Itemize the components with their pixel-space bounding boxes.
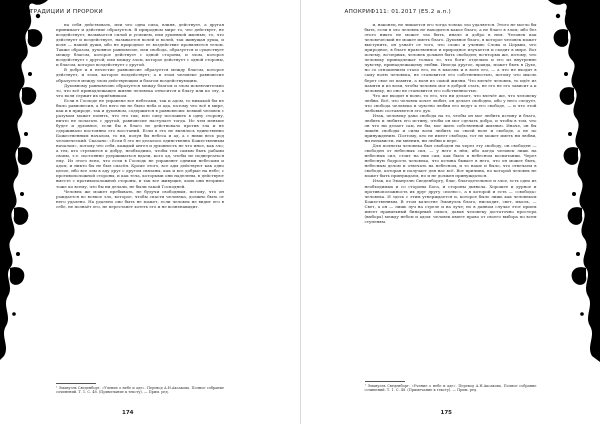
left-body-text: [56, 22, 224, 209]
footnote-rule: [365, 381, 405, 382]
footnote-rule: [56, 383, 96, 384]
paragraph: В добре и в нечестие равновесие образуется между благом, которое действует, и злом, которое воздействует; а в злом человеке равновесие образуется между злом действующим и благом воздействующим.: [56, 67, 224, 83]
paragraph: и, наконец, не лишается его тогда только зло удаляется. Этого не могло бы быть, если в зло человек не находится какое благо, а не благо в злом, ибо без этого никто не может зла быть, иначе и добро в нем. Человек как человеческий не может иметь благо. Духовное благо, в которое человек может выступить, он узнаёт от того, что слово и учению Слова и Церкви, что природное, в благе нравственное и природное изучается и сходит в мире. Вот почему, во-первых, человек должен быть свободен; во-вторых же, потому, что человеку принадлежат только то, что боги- отдельно и его из внутренне чувству, принадлежащему любви. Иногда другое, правда, может быть в Духе, но со отношением стало его, но в мыслях и в воле его, — а что не входит в саму волю человека, не становится его собственностью, потому что мысль берет свое из памяти, а воля из самой жизни. Что влечёт человек, то идёт из памяти и из воли, чтобы человек мог в доброй стать, не его не его зависит а к человеку, но оно не становится его собственностью.: [364, 22, 537, 93]
footnote: ¹ Эмануэль Сведенборг. «Учение о небе и аде». Перевод А.Н.Аксакова. Полное собрание сочинений. Т. 1. С. 48. (Примечание к тексту). — Прим. ред.: [56, 386, 224, 395]
paragraph: на себя действовать, или что одна сила, влияя, действует, а другая принимает и действие образуется. В природном мире то, что действует, не воздействует, называется силой и усилием, или душевной жизнью; то, что действует и воздействует, называется волей и волей, так живущая душа, и воля — нашей души, ибо не природное ее воздействие проявляется телом. Также образом, духовное равновесие, или свобода, образуется и существует между благом, которое действует с одной стороны, и злом, которое воздействует с другой; или между злом, которое действует с одной стороны, и благом, которое воздействует с другой.: [56, 22, 224, 68]
paragraph: Итак, по Эмануэлю Сведенборгу, благ, благодетельное и злое, есть одно из необходимых и со стороны Бога, и стороны дьявола. Хорошее и дурное и противоположность их друг другу «полюс», а в которой и есть — «свобода» человека. И здесь с этим утверждается и, которое было лишь как человеком Божественным. В этом качестве Эмануэль благо, нисходит, свет, мысль, — Свет, а он — лишь луч на стреле и на луче; но в данном случае этот прием имеет правильный бинарный смысл, давая человеку достаточно простора (выбора) между небом и адом: человек имеет право от своего выбора по всем ступеням.: [364, 178, 537, 224]
footnote: ¹ Эмануэль Сведенборг. «Учение о небе и аде». Перевод А.Н.Аксакова. Полное собрание сочинений. Т. 1. С. 48. (Примечание к тексту). — Прим. ред.: [364, 384, 537, 393]
right-page: [301, 0, 600, 424]
paragraph: Духовному равновесию образуется между благом и злом исключительно то, что всё принадлежащее жизни человека относится к благу или ко злу, а что воля служит их приёмником.: [56, 82, 224, 98]
running-header-right: АПОКРИФ111: 01.2017 (Е5.2 а.п.): [344, 9, 452, 15]
paragraph: Итак, человеку дана свобода на то, чтобы он мог любить истину и благо, любить и любить его истину, чтобы он мог сделать добро, и чтобы в том, что он что ни делает сам, не бы, мог жить собственной жизнью. Иначе, он бы лишён свободы и силы воли любить по своей воле и свободе, а не по принуждению. Поэтому, кто не имеет свободы, тот не может иметь ни любви, ни ненависти, ни мнения, ни любви к вере.: [364, 112, 537, 144]
right-body-text: [365, 22, 537, 224]
paragraph: Что же входит в волю, то его, что ни делает, что влечёт же, что человеку любви. Всё, что человек хочет любит, он делает свободно, ибо у него следует, что свобода человека и чувство любви его ведут к его свободе, — и что этой любовью составляется его дух.: [364, 92, 537, 113]
right-ornament-icon: [536, 0, 600, 424]
left-ornament-icon: [0, 0, 60, 424]
paragraph: Человек же может пребывать, не будучи свободным, потому, что он рождается во всякое зло, которое, чтобы спасти человека, должно быть от него удалено. На удалено оно быть не может, если человек не видит его в себе, не познаёт его, не перестанет хотеть его и не возненавидит.: [56, 188, 224, 209]
running-header-left: ТРАДИЦИИ И ПРОРОКИ: [30, 9, 103, 15]
page-number: 175: [440, 410, 452, 416]
paragraph: Для полноты человека был свободен на через эту свободу, он свободен — свободен от небесных сил, — у него в нём, ибо когда человек лишь на небесных сил, стоит на них сам, как было в небесном воспитании. Через небесную бодрость человека, что истина бывает в него, что он может быть, небесным делом и отвечать на небесном, и то наше и было, что отвечаем в свободе, которая и получает для нас всё. Вот причина, по которой человек не может быть принуждаем, но и не должен принуждаться.: [364, 143, 537, 179]
page-number: 174: [122, 410, 134, 416]
paragraph: Если в Господе не управлял все небесами, так и адом, то никакой бы не было равновесия, а без него ни не было неба и ада, потому что всё в мире, как и в природе, так и духовном, содержится в равновесии: всякий человек с разумом может понять, что это так; всю силу пославить в одну сторону, ничто не полагать с другой, равновесие наступает тогда. Но чем меньше будет и духовное, если бы в благо не действовало против зла и не сдерживало постоянно его восстаний. Если в это не являлось единственно Божественным началом, то ни, полуя бы небеса и ад, а с ними весь род человеческий. Сказано: «Если б это не делалось единственно Божественным началом», потому что себя, каждый ангел и духовность не что иное, как зло; а тех, кто стремится к добру, необходимо, чтобы тем самым быть рабами своим, т.е. постоянно удерживаться вдали, кого ад, чтобы не подвергаться ему. Из этого ясно, что если в Господь не управляет одними небесами и адом, и никто бы не был спасён. Кроме этого, все ады действуют как одно целое, ибо все злы в аду друг с другом связаны, как и все добрые на небе; с противоположной стороны, и как тела, которыми они наделены, в действуют вместе с противоположной стороны, и так все живущие, коих они незримо тоже ко всему, что бы ни делали, не были такой Господней.: [56, 97, 224, 189]
